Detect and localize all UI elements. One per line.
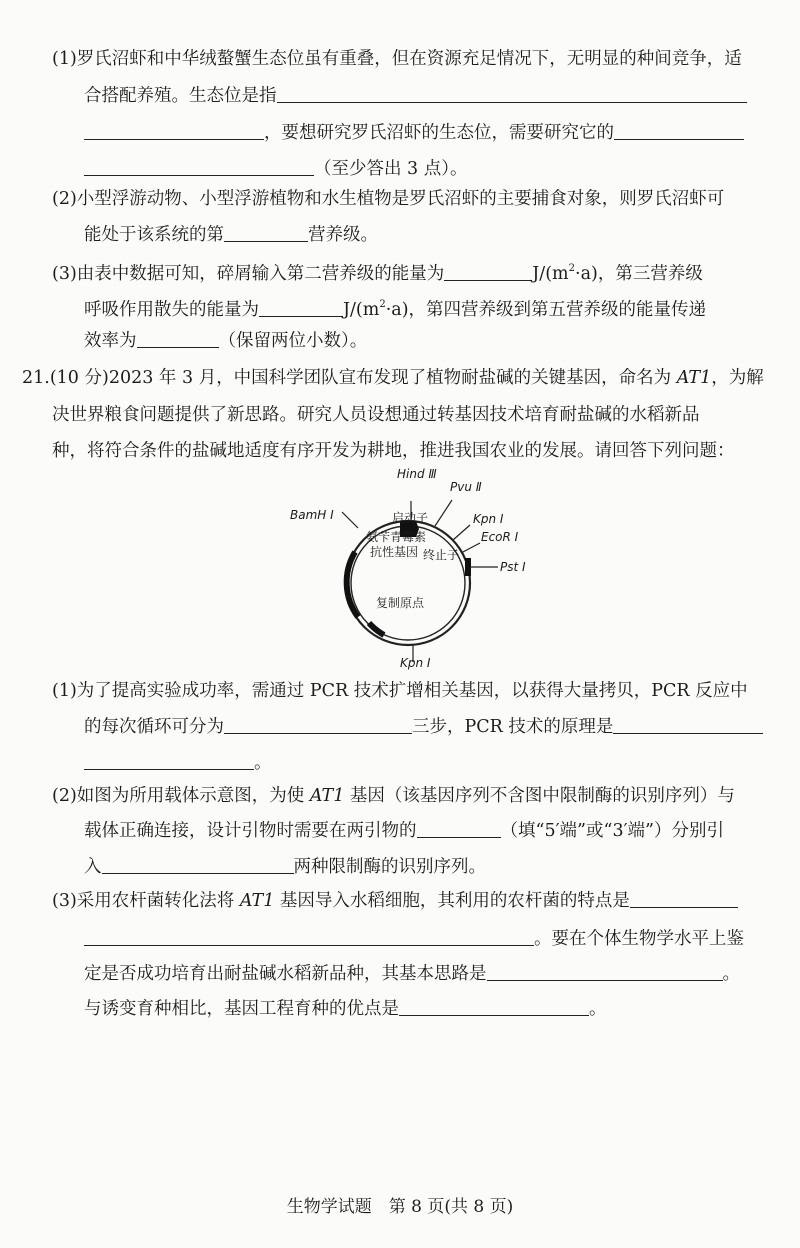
bam-tick xyxy=(342,512,358,528)
answer-blank[interactable] xyxy=(614,122,744,140)
q21-1-line1: (1)为了提高实验成功率，需通过 PCR 技术扩增相关基因，以获得大量拷贝，PCR 反应中 xyxy=(52,681,748,701)
pvu-tick xyxy=(435,500,452,526)
kpn-top-label: Kpn Ⅰ xyxy=(473,512,504,526)
answer-blank[interactable] xyxy=(102,856,294,874)
plasmid-vector-diagram xyxy=(280,465,570,670)
q21-3-line4: 与诱变育种相比，基因工程育种的优点是 。 xyxy=(84,999,607,1019)
q21-1-line2: 的每次循环可分为 三步，PCR 技术的原理是 xyxy=(84,716,763,738)
answer-blank[interactable] xyxy=(277,85,747,103)
q21-3-line3: 定是否成功培育出耐盐碱水稻新品种，其基本思路是 。 xyxy=(84,964,740,984)
q21-2-line2: 载体正确连接，设计引物时需要在两引物的 （填“5′端”或“3′端”）分别引 xyxy=(84,821,725,841)
answer-blank[interactable] xyxy=(137,330,219,348)
q20-3-line1: (3)由表中数据可知，碎屑输入第二营养级的能量为 $J/(m^2\cdot a)$，第三营养级 xyxy=(52,263,703,284)
q21-head-line1: 21.(10 分)2023 年 3 月，中国科学团队宣布发现了植物耐盐碱的关键基因，命名为 AT1，为解 xyxy=(22,368,764,388)
origin-label: 复制原点 xyxy=(376,596,425,610)
q21-2-line1: (2)如图为所用载体示意图，为使 AT1 基因（该基因序列不含图中限制酶的识别序列）与 xyxy=(52,786,735,806)
answer-blank[interactable] xyxy=(84,752,254,770)
q21-3-line2: 。要在个体生物学水平上鉴 xyxy=(84,928,744,950)
answer-blank[interactable] xyxy=(487,963,723,981)
pst-label: Pst Ⅰ xyxy=(500,560,526,574)
page-footer: 生物学试题 第 8 页(共 8 页) xyxy=(286,1197,514,1217)
q21-head-line3: 种，将符合条件的盐碱地适度有序开发为耕地，推进我国农业的发展。请回答下列问题： xyxy=(52,441,735,461)
q20-2-line2: 能处于该系统的第 营养级。 xyxy=(84,225,378,245)
q20-1-line4: （至少答出 3 点）。 xyxy=(84,158,468,180)
answer-blank[interactable] xyxy=(399,998,589,1016)
answer-blank[interactable] xyxy=(84,158,314,176)
terminator-label: 终止子 xyxy=(423,548,460,562)
answer-blank[interactable] xyxy=(84,122,264,140)
answer-blank[interactable] xyxy=(224,224,308,242)
q20-3-line3: 效率为 （保留两位小数）。 xyxy=(84,331,368,351)
q20-1-line1: (1)罗氏沼虾和中华绒螯蟹生态位虽有重叠，但在资源充足情况下，无明显的种间竞争，适 xyxy=(52,49,742,69)
q20-2-line1: (2)小型浮游动物、小型浮游植物和水生植物是罗氏沼虾的主要捕食对象，则罗氏沼虾可 xyxy=(52,189,725,209)
resistance-label-2: 抗性基因 xyxy=(370,545,419,559)
q21-1-line3: 。 xyxy=(84,752,272,774)
answer-blank[interactable] xyxy=(417,820,501,838)
q20-3-line2: 呼吸作用散失的能量为 $J/(m^2\cdot a)$，第四营养级到第五营养级的能量传递 xyxy=(84,299,707,320)
q21-3-line1: (3)采用农杆菌转化法将 AT1 基因导入水稻细胞，其利用的农杆菌的特点是 xyxy=(52,890,738,912)
answer-blank[interactable] xyxy=(444,263,532,281)
hind-label: Hind Ⅲ xyxy=(397,467,437,481)
resistance-label-1: 氨苄青霉素 xyxy=(366,530,427,544)
bam-label: BamH Ⅰ xyxy=(290,508,334,522)
q21-head-line2: 决世界粮食问题提供了新思路。研究人员设想通过转基因技术培育耐盐碱的水稻新品 xyxy=(52,405,700,425)
eco-label: EcoR Ⅰ xyxy=(481,530,519,544)
q20-1-line2: 合搭配养殖。生态位是指 xyxy=(84,85,747,107)
answer-blank[interactable] xyxy=(613,716,763,734)
q21-2-line3: 入 两种限制酶的识别序列。 xyxy=(84,857,486,877)
promoter-label: 启动子 xyxy=(392,511,429,525)
answer-blank[interactable] xyxy=(84,928,534,946)
q20-1-line3: ，要想研究罗氏沼虾的生态位，需要研究它的 xyxy=(84,122,744,144)
kpn-top-tick xyxy=(453,525,470,540)
answer-blank[interactable] xyxy=(259,299,343,317)
answer-blank[interactable] xyxy=(224,716,412,734)
kpn-bottom-label: Kpn Ⅰ xyxy=(400,656,431,670)
pvu-label: Pvu Ⅱ xyxy=(450,480,482,494)
eco-tick xyxy=(461,543,480,553)
answer-blank[interactable] xyxy=(630,890,738,908)
